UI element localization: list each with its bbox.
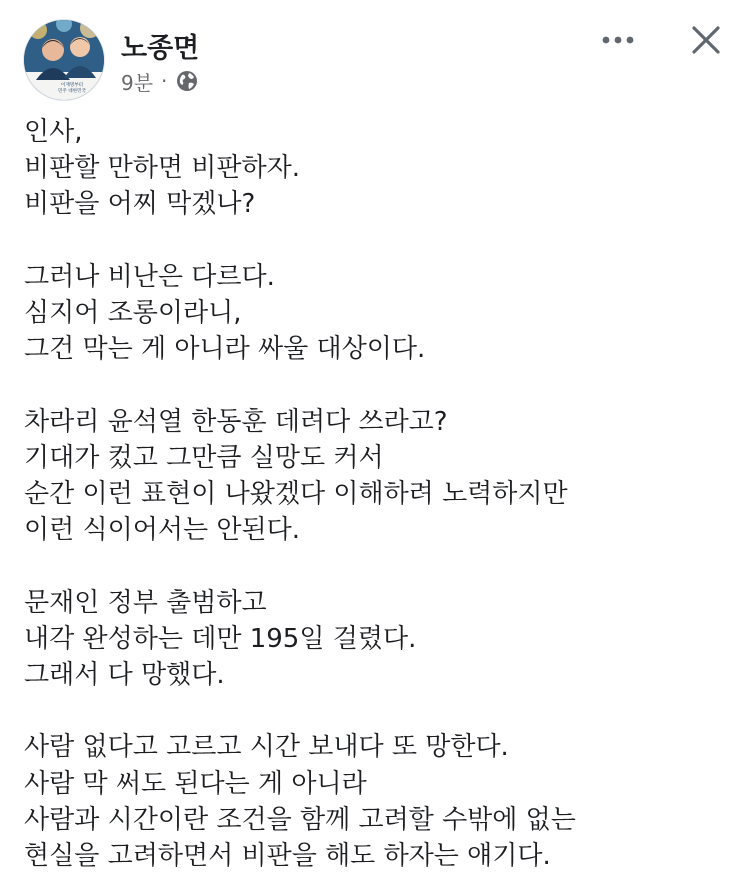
more-options-button[interactable] [596, 22, 640, 58]
post-line: 순간 이런 표현이 나왔겠다 이해하려 노력하지만 [24, 479, 568, 509]
avatar-caption-line1: 이재명부터 [60, 83, 84, 88]
post-header [0, 0, 750, 110]
post-line: 비판을 어찌 막겠나? [24, 189, 256, 220]
post-line: 현실을 고려하면서 비판을 해도 하자는 얘기다. [24, 841, 551, 871]
post-blank-line [24, 548, 724, 584]
post-line: 차라리 윤석열 한동훈 데려다 쓰라고? [24, 406, 448, 437]
post-blank-line [24, 223, 724, 259]
post-line: 기대가 컸고 그만큼 실망도 커서 [24, 442, 384, 473]
post-blank-line [24, 693, 724, 729]
post-line: 사람 없다고 고르고 시간 보내다 또 망한다. [24, 732, 509, 763]
author-name[interactable]: 노종면 [121, 33, 200, 64]
post-line: 그래서 다 망했다. [24, 660, 225, 690]
post-timestamp[interactable]: 9분 [121, 70, 154, 95]
post-line: 그건 막는 게 아니라 싸울 대상이다. [24, 334, 426, 365]
post-line: 이런 식이어서는 안된다. [24, 515, 300, 546]
post-line: 사람 막 써도 된다는 게 아니라 [24, 768, 367, 799]
meta-separator: · [161, 69, 168, 93]
globe-icon[interactable] [175, 69, 199, 93]
post-meta [121, 66, 199, 96]
post-line: 그러나 비난은 다르다. [24, 261, 275, 292]
avatar[interactable] [24, 20, 104, 100]
post-line: 사람과 시간이란 조건을 함께 고려할 수밖에 없는 [24, 804, 576, 835]
post-line: 인사, [24, 117, 83, 147]
close-button[interactable] [684, 18, 728, 62]
more-options-icon [600, 35, 636, 45]
avatar-image [24, 20, 104, 100]
post-line: 문재인 정부 출범하고 [24, 587, 267, 618]
close-icon [691, 25, 721, 55]
post-line: 심지어 조롱이라니, [24, 298, 242, 328]
post-blank-line [24, 367, 724, 403]
post-text [24, 114, 724, 874]
post-line: 비판할 만하면 비판하자. [24, 153, 300, 184]
post-line: 내각 완성하는 데만 195일 걸렸다. [24, 623, 417, 654]
avatar-caption-line2: 민주 대한민국 [57, 89, 87, 94]
